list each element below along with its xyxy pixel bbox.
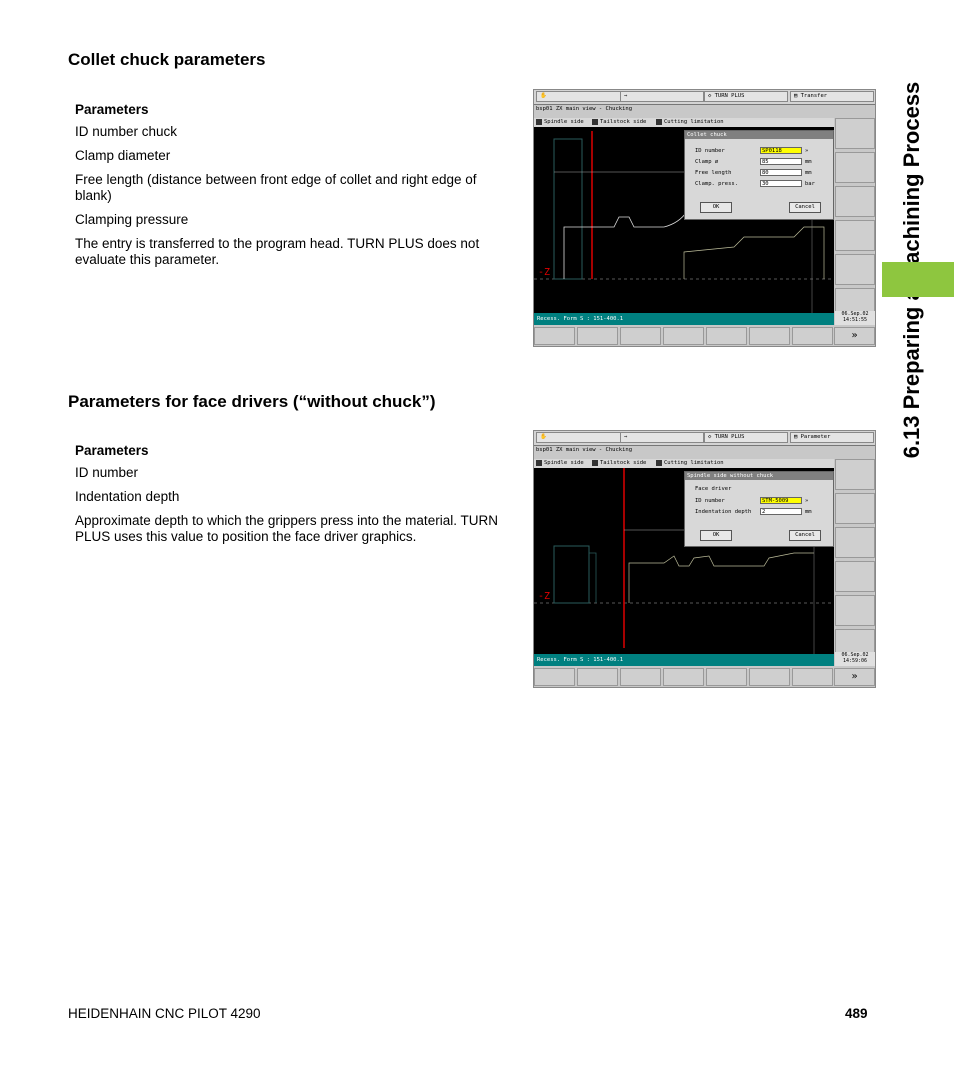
softkey[interactable] — [835, 493, 875, 524]
unit-label: mm — [805, 170, 812, 176]
menu-bar — [534, 459, 834, 468]
cancel-button[interactable]: Cancel — [789, 530, 821, 541]
next-arrow-icon[interactable]: » — [834, 327, 875, 345]
menu-cutting-limitation[interactable]: Cutting limitation — [656, 118, 724, 127]
collet-chuck-dialog: Collet chuck ID number SP0118 » Clamp ø 85 mm Free length 80 mm Clamp. press. 30 bar OK Cancel — [684, 130, 834, 220]
indentation-depth-input[interactable]: 2 — [760, 508, 802, 515]
softkey[interactable] — [577, 327, 618, 345]
datetime: 06.Sep.02 14:59:06 — [835, 652, 875, 666]
menu-cutting-limitation[interactable]: Cutting limitation — [656, 459, 724, 468]
softkey[interactable] — [534, 668, 575, 686]
softkey[interactable] — [706, 327, 747, 345]
ok-button[interactable]: OK — [700, 530, 732, 541]
top-toolbar — [534, 90, 875, 105]
softkey[interactable] — [620, 327, 661, 345]
field-label: Free length — [695, 170, 732, 176]
softkey[interactable] — [835, 118, 875, 149]
page-number: 489 — [845, 1006, 868, 1021]
params-heading: Parameters — [75, 102, 149, 117]
unit-label: bar — [805, 181, 815, 187]
menu-tailstock-side[interactable]: Tailstock side — [592, 118, 646, 127]
screen-subtitle: bsp01 ZX main view - Chucking — [536, 447, 633, 453]
softkey[interactable] — [835, 254, 875, 285]
softkey[interactable] — [835, 220, 875, 251]
cancel-button[interactable]: Cancel — [789, 202, 821, 213]
screen-subtitle: bsp01 ZX main view - Chucking — [536, 106, 633, 112]
id-number-input[interactable]: SP0118 — [760, 147, 802, 154]
free-length-input[interactable]: 80 — [760, 169, 802, 176]
transfer-icon[interactable]: ⇒ — [620, 91, 704, 102]
softkey[interactable] — [792, 327, 833, 345]
softkey[interactable] — [792, 668, 833, 686]
tab-transfer[interactable]: ▤ Transfer — [790, 91, 874, 102]
softkey-column — [835, 118, 875, 322]
menu-spindle-side[interactable]: Spindle side — [536, 118, 584, 127]
softkey[interactable] — [835, 561, 875, 592]
softkey-row — [534, 668, 875, 687]
param-note: Approximate depth to which the grippers press into the material. TURN PLUS uses this value to position the face driver graphics. — [75, 513, 498, 544]
hand-icon[interactable]: ✋ — [536, 432, 704, 443]
top-toolbar — [534, 431, 875, 446]
softkey[interactable] — [577, 668, 618, 686]
param-note: The entry is transferred to the program head. TURN PLUS does not evaluate this parameter. — [75, 236, 480, 267]
spindle-side-dialog: Spindle side without chuck Face driver ID number STM-5009 » Indentation depth 2 mm OK Cancel — [684, 471, 834, 547]
section-title-collet: Collet chuck parameters — [68, 50, 266, 69]
tab-turnplus[interactable]: ◇ TURN PLUS — [704, 91, 788, 102]
clamping-pressure-input[interactable]: 30 — [760, 180, 802, 187]
ok-button[interactable]: OK — [700, 202, 732, 213]
param-item: ID number — [75, 465, 139, 480]
tab-turnplus[interactable]: ◇ TURN PLUS — [704, 432, 788, 443]
cnc-screen-collet — [533, 89, 876, 347]
chapter-tab-marker — [882, 262, 954, 297]
cnc-screen-face-driver — [533, 430, 876, 688]
field-label: Clamp ø — [695, 159, 719, 165]
status-bar: Recess. Form S : 151-400.1 — [534, 654, 834, 666]
softkey[interactable] — [620, 668, 661, 686]
softkey[interactable] — [835, 459, 875, 490]
softkey[interactable] — [835, 527, 875, 558]
softkey[interactable] — [663, 668, 704, 686]
softkey[interactable] — [534, 327, 575, 345]
footer-product: HEIDENHAIN CNC PILOT 4290 — [68, 1006, 261, 1021]
id-number-input[interactable]: STM-5009 — [760, 497, 802, 504]
status-bar: Recess. Form S : 151-400.1 — [534, 313, 834, 325]
menu-tailstock-side[interactable]: Tailstock side — [592, 459, 646, 468]
transfer-icon[interactable]: ⇒ — [620, 432, 704, 443]
params-heading: Parameters — [75, 443, 149, 458]
param-item: Indentation depth — [75, 489, 180, 504]
clamp-diameter-input[interactable]: 85 — [760, 158, 802, 165]
param-item: Clamp diameter — [75, 148, 171, 163]
field-label: Indentation depth — [695, 509, 752, 515]
softkey[interactable] — [706, 668, 747, 686]
field-label: ID number — [695, 498, 725, 504]
unit-label: mm — [805, 509, 812, 515]
dialog-title: Spindle side without chuck — [685, 472, 833, 480]
menu-spindle-side[interactable]: Spindle side — [536, 459, 584, 468]
softkey-row — [534, 327, 875, 346]
field-label: Clamp. press. — [695, 181, 739, 187]
softkey-column — [835, 459, 875, 663]
unit-label: mm — [805, 159, 812, 165]
params-face-driver — [75, 443, 510, 553]
param-item: ID number chuck — [75, 124, 178, 139]
menu-bar — [534, 118, 834, 127]
dialog-subheading: Face driver — [695, 486, 732, 492]
next-arrow-icon[interactable]: » — [834, 668, 875, 686]
tab-parameter[interactable]: ▤ Parameter — [790, 432, 874, 443]
svg-text:-Z: -Z — [538, 591, 551, 602]
softkey[interactable] — [749, 668, 790, 686]
softkey[interactable] — [835, 186, 875, 217]
param-item: Free length (distance between front edge of collet and right edge of blank) — [75, 172, 477, 203]
softkey[interactable] — [749, 327, 790, 345]
params-collet — [75, 102, 510, 276]
svg-text:-Z: -Z — [538, 267, 551, 278]
softkey[interactable] — [835, 152, 875, 183]
datetime: 06.Sep.02 14:51:55 — [835, 311, 875, 325]
param-item: Clamping pressure — [75, 212, 189, 227]
dialog-title: Collet chuck — [685, 131, 833, 139]
softkey[interactable] — [663, 327, 704, 345]
section-title-face-drivers: Parameters for face drivers (“without chuck”) — [68, 392, 436, 411]
hand-icon[interactable]: ✋ — [536, 91, 704, 102]
softkey[interactable] — [835, 595, 875, 626]
field-label: ID number — [695, 148, 725, 154]
